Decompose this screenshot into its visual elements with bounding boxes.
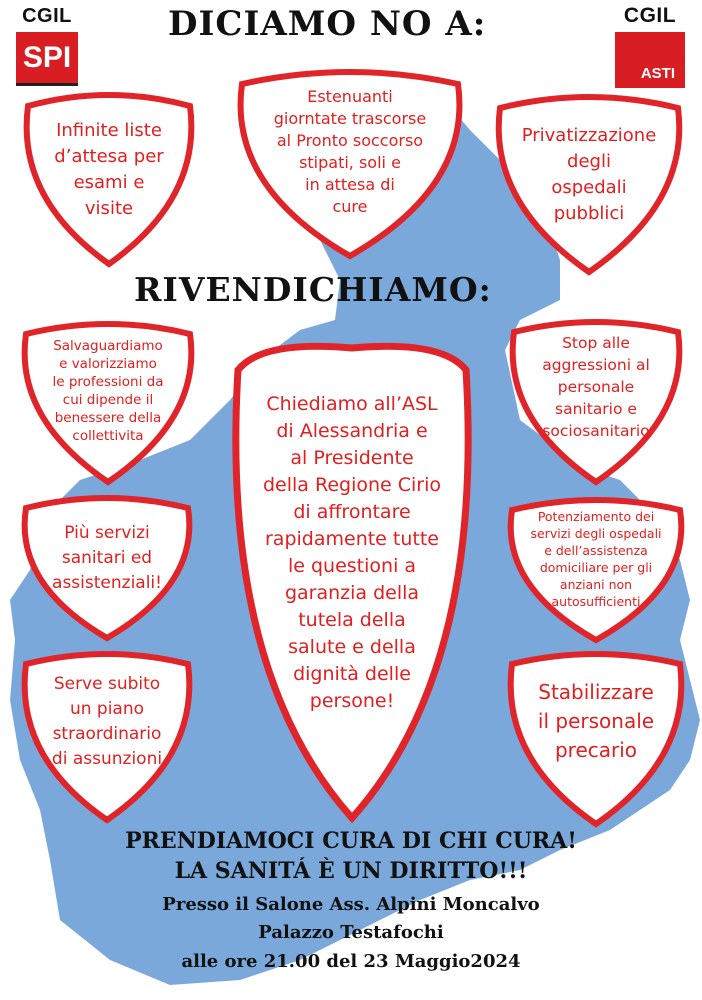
event-datetime: alle ore 21.00 del 23 Maggio2024: [181, 951, 521, 972]
shield-center-request-text: Chiediamo all’ASL di Alessandria e al Presidente della Regione Cirio di affrontare rapidamente tutte le questioni a garanzia della tutela della salute e della dignità delle persone!: [262, 392, 442, 712]
cgil-asti-logo: [612, 6, 688, 90]
heading-rivendichiamo: RIVENDICHIAMO:: [134, 270, 492, 309]
shield-hiring-plan: [14, 648, 200, 826]
shield-privatization: [488, 90, 690, 278]
shield-emergency-text: Estenuanti giorntate trascorse al Pronto soccorso stipati, soli e in attesa di cure: [273, 87, 427, 216]
spi-logo-text: SPI: [22, 40, 72, 74]
asti-logo-text: ASTI: [640, 65, 675, 82]
event-venue: Presso il Salone Ass. Alpini Moncalvo: [162, 894, 540, 915]
cgil-asti-logo-top: CGIL: [623, 4, 677, 27]
shield-privatization-text: Privatizzazione degli ospedali pubblici: [521, 125, 657, 224]
event-building: Palazzo Testafochi: [258, 922, 444, 943]
shield-strengthen-services: [500, 494, 692, 646]
shield-waiting-lists: [16, 88, 202, 270]
shield-stabilize: [500, 648, 692, 830]
shield-protect-professions-text: Salvaguardiamo e valorizziamo le professioni da cui dipende il benessere della collettivita: [52, 338, 164, 444]
shield-strengthen-services-text: Potenziamento dei servizi degli ospedali e dell’assistenza domiciliare per gli anziani non autosufficienti: [530, 509, 662, 609]
spi-logo-box: [16, 32, 78, 86]
shield-center-request: [222, 340, 482, 825]
shield-more-services: [14, 492, 200, 644]
shield-hiring-plan-text: Serve subito un piano straordinario di assunzioni: [51, 674, 163, 769]
cgil-spi-logo: [14, 6, 80, 92]
slogan-care: PRENDIAMOCI CURA DI CHI CURA!: [125, 828, 577, 854]
shield-stabilize-text: Stabilizzare il personale precario: [537, 679, 655, 762]
slogan-right: LA SANITÁ È UN DIRITTO!!!: [174, 858, 528, 884]
shield-more-services-text: Più servizi sanitari ed assistenziali!: [52, 522, 162, 593]
shield-stop-aggression-text: Stop alle aggressioni al personale sanitario e sociosanitario: [542, 334, 650, 440]
asti-logo-box: [615, 32, 685, 88]
shield-protect-professions: [14, 318, 202, 488]
shield-waiting-lists-text: Infinite liste d’attesa per esami e visite: [54, 120, 164, 219]
cgil-spi-logo-top: CGIL: [22, 5, 72, 27]
shield-stop-aggression: [502, 316, 690, 488]
heading-diciamo-no: DICIAMO NO A:: [168, 4, 487, 44]
shield-emergency: [228, 66, 472, 262]
